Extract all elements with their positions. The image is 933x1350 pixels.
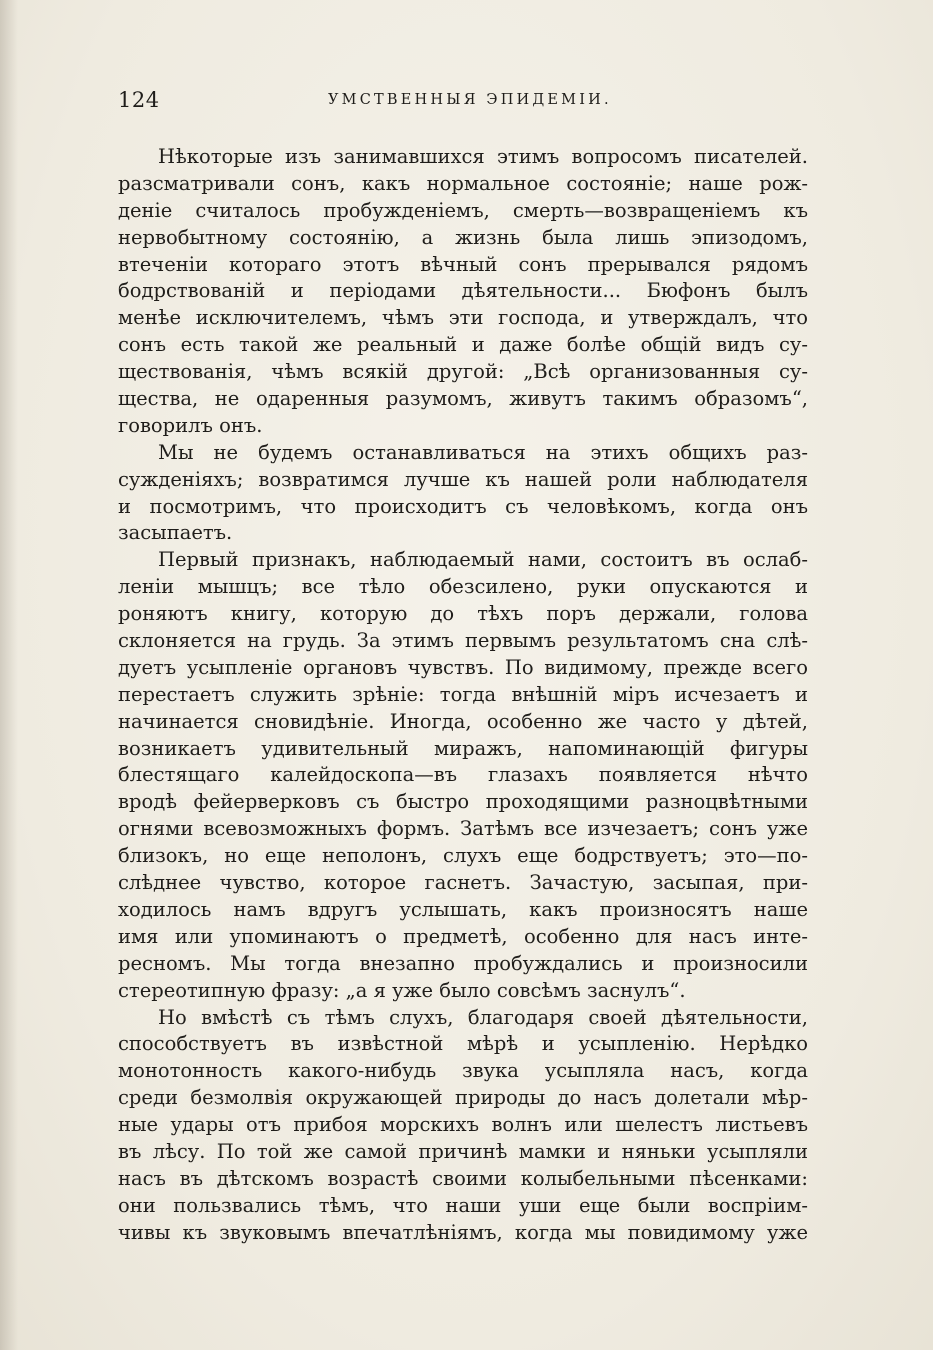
text-line: Нѣкоторые изъ занимавшихся этимъ вопросомъ писателей.: [158, 145, 808, 168]
text-line: сонъ есть такой же реальный и даже болѣе общій видъ су-: [118, 333, 808, 357]
text-line: и посмотримъ, что происходитъ съ человѣкомъ, когда онъ: [118, 494, 808, 518]
text-line: слѣднее чувство, которое гаснетъ. Зачастую, засыпая, при-: [118, 871, 808, 895]
text-line: засыпаетъ.: [118, 521, 233, 545]
text-line: имя или упоминаютъ о предметѣ, особенно для насъ инте-: [118, 924, 808, 948]
gutter-shadow: [0, 0, 18, 1350]
text-line: перестаетъ служить зрѣніе: тогда внѣшній міръ исчезаетъ и: [118, 682, 808, 706]
running-title: УМСТВЕННЫЯ ЭПИДЕМІИ.: [328, 92, 612, 108]
text-line: Мы не будемъ останавливаться на этихъ общихъ раз-: [158, 440, 808, 464]
text-line: огнями всевозможныхъ формъ. Затѣмъ все изчезаетъ; сонъ уже: [118, 817, 808, 841]
text-line: нервобытному состоянію, а жизнь была лишь эпизодомъ,: [118, 225, 808, 249]
page-number: 124: [118, 88, 160, 112]
text-line: втеченіи котораго этотъ вѣчный сонъ прерывался рядомъ: [118, 252, 808, 276]
text-line: сужденіяхъ; возвратимся лучше къ нашей роли наблюдателя: [118, 467, 808, 491]
text-line: начинается сновидѣніе. Иногда, особенно же часто у дѣтей,: [118, 709, 808, 733]
text-line: ществованія, чѣмъ всякій другой: „Всѣ организованныя су-: [118, 360, 808, 384]
text-line: насъ въ дѣтскомъ возрастѣ своими колыбельными пѣсенками:: [118, 1166, 808, 1190]
text-line: блестящаго калейдоскопа—въ глазахъ появляется нѣчто: [118, 763, 808, 787]
text-line: въ лѣсу. По той же самой причинѣ мамки и няньки усыпляли: [118, 1139, 808, 1163]
text-line: бодрствованій и періодами дѣятельности... Бюфонъ былъ: [118, 279, 808, 303]
text-line: говорилъ онъ.: [118, 413, 263, 437]
text-line: возникаетъ удивительный миражъ, напоминающій фигуры: [118, 736, 808, 760]
text-line: они пользвались тѣмъ, что наши уши еще были воспріим-: [118, 1193, 808, 1217]
text-line: вродѣ фейерверковъ съ быстро проходящими разноцвѣтными: [118, 790, 808, 814]
text-line: менѣе исключителемъ, чѣмъ эти господа, и утверждалъ, что: [118, 306, 808, 330]
body-text: [118, 144, 808, 1247]
text-line: дуетъ усыпленіе органовъ чувствъ. По видимому, прежде всего: [118, 655, 808, 679]
text-line: леніи мышцъ; все тѣло обезсилено, руки опускаются и: [118, 575, 808, 599]
text-line: стереотипную фразу: „а я уже было совсѣмъ заснулъ“.: [118, 978, 686, 1002]
text-line: монотонность какого-нибудь звука усыпляла насъ, когда: [118, 1059, 808, 1083]
text-line: чивы къ звуковымъ впечатлѣніямъ, когда мы повидимому уже: [118, 1220, 808, 1244]
text-line: близокъ, но еще неполонъ, слухъ еще бодрствуетъ; это—по-: [118, 844, 808, 868]
text-line: способствуетъ въ извѣстной мѣрѣ и усыпленію. Нерѣдко: [118, 1032, 808, 1056]
page-header: [118, 88, 808, 124]
text-line: среди безмолвія окружающей природы до насъ долетали мѣр-: [118, 1086, 808, 1110]
text-line: ресномъ. Мы тогда внезапно пробуждались и произносили: [118, 951, 808, 975]
text-line: щества, не одаренныя разумомъ, живутъ такимъ образомъ“,: [118, 387, 808, 411]
text-line: склоняется на грудь. За этимъ первымъ результатомъ сна слѣ-: [118, 629, 808, 653]
text-line: ходилось намъ вдругъ услышать, какъ произносятъ наше: [118, 897, 808, 921]
text-line: разсматривали сонъ, какъ нормальное состояніе; наше рож-: [118, 171, 808, 195]
text-line: ные удары отъ прибоя морскихъ волнъ или шелестъ листьевъ: [118, 1113, 808, 1137]
text-line: Первый признакъ, наблюдаемый нами, состоитъ въ ослаб-: [158, 548, 808, 572]
text-line: Но вмѣстѣ съ тѣмъ слухъ, благодаря своей дѣятельности,: [158, 1005, 808, 1029]
text-line: деніе считалось пробужденіемъ, смерть—возвращеніемъ къ: [118, 198, 808, 222]
text-line: роняютъ книгу, которую до тѣхъ поръ держали, голова: [118, 602, 808, 626]
